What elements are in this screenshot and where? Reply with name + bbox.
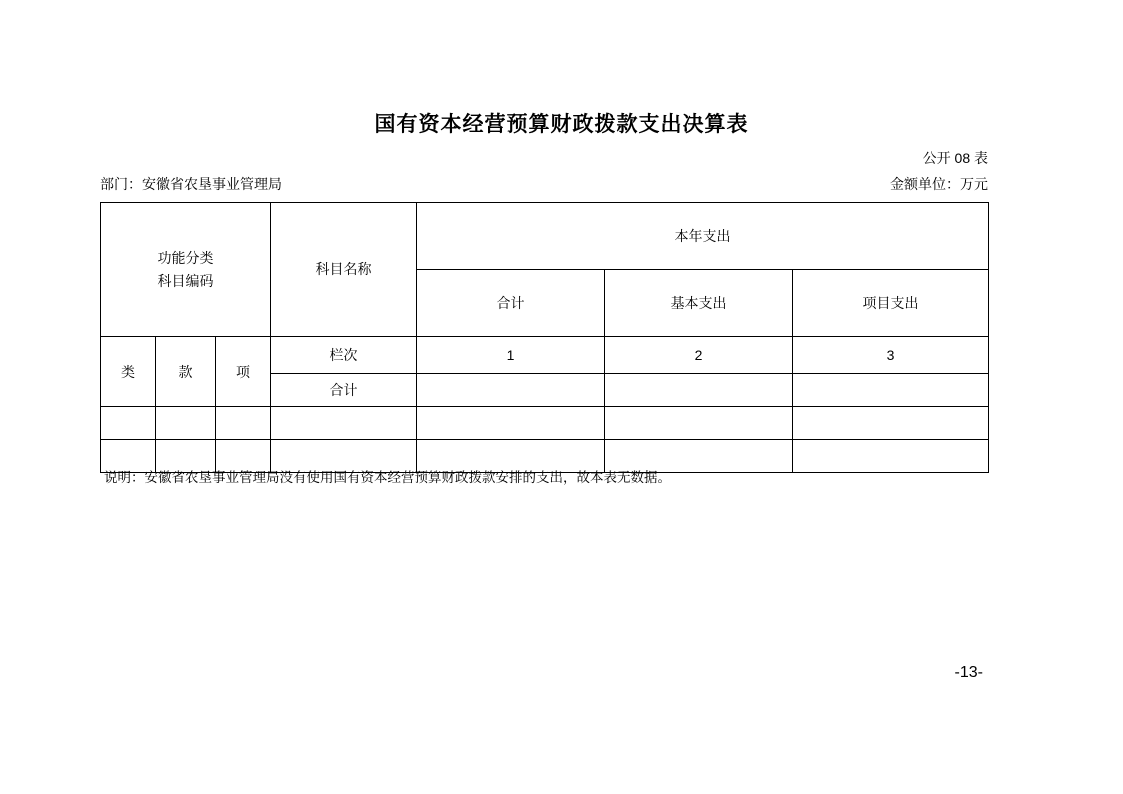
row-total [417, 407, 605, 440]
subject-name-header: 科目名称 [271, 203, 417, 337]
total-row-project [793, 374, 989, 407]
function-class-line1: 功能分类 [157, 250, 214, 267]
page-number: -13- [954, 664, 983, 681]
code-column-lei: 类 [101, 337, 156, 407]
column-index-row [101, 337, 989, 374]
page-title: 国有资本经营预算财政拨款支出决算表 [374, 113, 749, 136]
column-index-3: 3 [793, 337, 989, 374]
budget-table [100, 202, 989, 473]
row-lei [101, 407, 156, 440]
row-kuan [156, 407, 216, 440]
total-row-label: 合计 [271, 374, 417, 407]
total-row-total [417, 374, 605, 407]
total-header: 合计 [417, 270, 605, 337]
row-xiang [216, 407, 271, 440]
form-code-label: 公开 08 表 [922, 150, 988, 166]
column-index-label: 栏次 [271, 337, 417, 374]
amount-unit-label: 金额单位：万元 [890, 176, 988, 192]
table-header-row-1 [101, 203, 989, 270]
column-index-1: 1 [417, 337, 605, 374]
current-year-expenditure-header: 本年支出 [417, 203, 989, 270]
column-index-2: 2 [605, 337, 793, 374]
row-name [271, 407, 417, 440]
code-column-kuan: 款 [156, 337, 216, 407]
department-label: 部门：安徽省农垦事业管理局 [100, 176, 282, 192]
total-row-basic [605, 374, 793, 407]
table-row [101, 407, 989, 440]
code-column-xiang: 项 [216, 337, 271, 407]
function-class-line2: 科目编码 [157, 272, 214, 289]
project-expenditure-header: 项目支出 [793, 270, 989, 337]
row-basic [605, 407, 793, 440]
table-note: 说明：安徽省农垦事业管理局没有使用国有资本经营预算财政拨款安排的支出，故本表无数据。 [104, 470, 671, 485]
row-project [793, 440, 989, 473]
row-project [793, 407, 989, 440]
function-class-header [101, 203, 271, 337]
basic-expenditure-header: 基本支出 [605, 270, 793, 337]
